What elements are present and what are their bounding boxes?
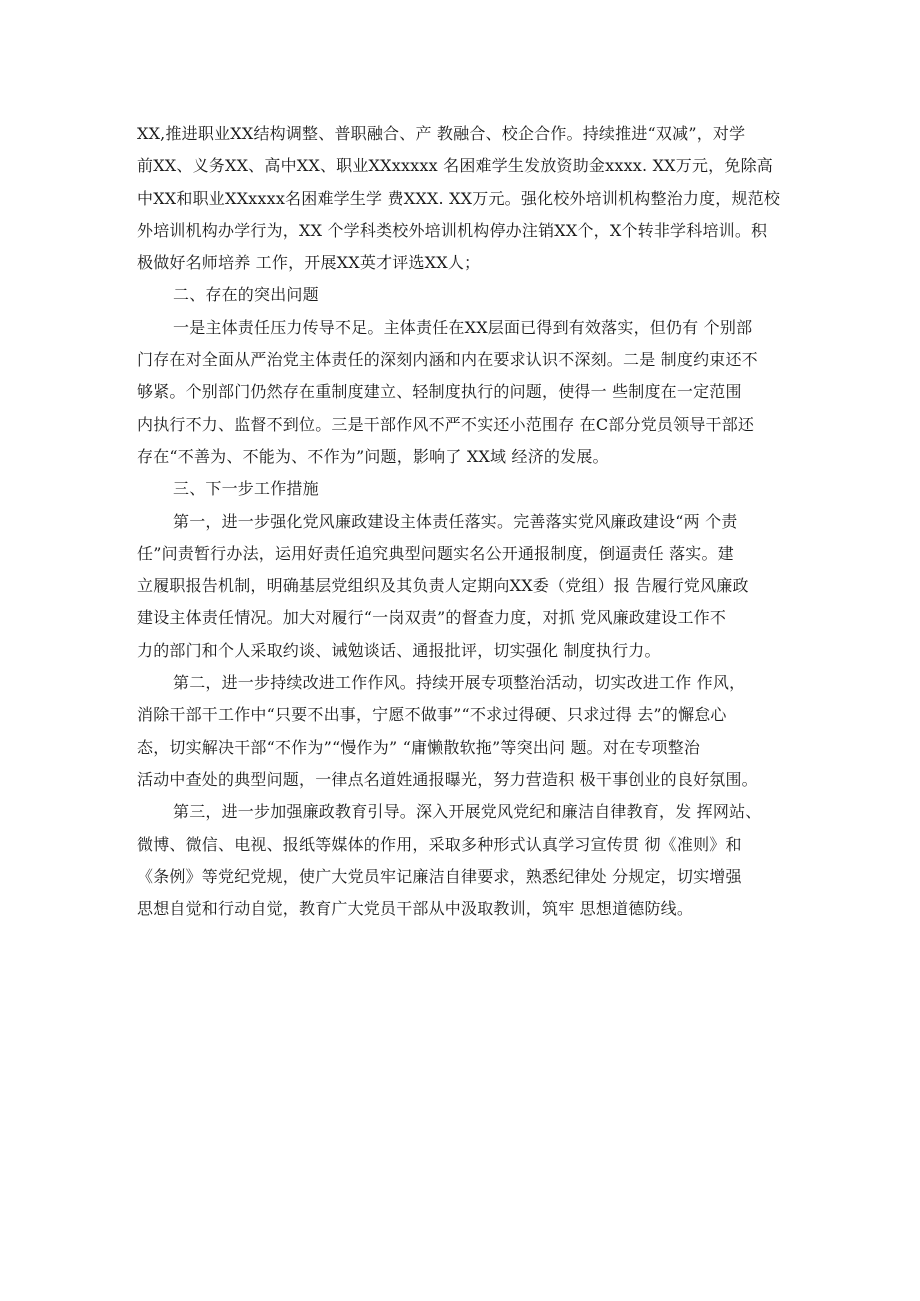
text-line: 活动中查处的典型问题，一律点名道姓通报曝光，努力营造积 极干事创业的良好氛围。 [137, 769, 758, 789]
text-line: 门存在对全面从严治党主体责任的深刻内涵和内在要求认识不深刻。二是 制度约束还不 [137, 350, 758, 370]
text-line: 态，切实解决干部“不作为”“慢作为” “庸懒散软拖”等突出问 题。对在专项整治 [137, 737, 701, 757]
text-line: 够紧。个别部门仍然存在重制度建立、轻制度执行的问题，使得一 些制度在一定范围 [137, 382, 742, 402]
text-line: 外培训机构办学行为，XX 个学科类校外培训机构停办注销XX个，X个转非学科培训。积 [137, 220, 768, 240]
text-line: 内执行不力、监督不到位。三是干部作风不严不实还小范围存 在C部分党员领导干部还 [137, 414, 755, 434]
text-line: 思想自觉和行动自觉，教育广大党员干部从中汲取教训，筑牢 思想道德防线。 [137, 899, 694, 919]
paragraph-first-line: 一是主体责任压力传导不足。主体责任在XX层面已得到有效落实，但仍有 个别部 [173, 317, 753, 337]
text-line: 前XX、义务XX、高中XX、职业XXxxxxx 名困难学生发放资助金xxxx. XX万元，免除高 [137, 156, 773, 176]
text-line: 力的部门和个人采取约谈、诫勉谈话、通报批评，切实强化 制度执行力。 [137, 640, 661, 660]
text-line: 中XX和职业XXxxxx名困难学生学 费XXX. XX万元。强化校外培训机构整治力度，规范校 [137, 188, 781, 208]
paragraph-first-line: 第一，进一步强化党风廉政建设主体责任落实。完善落实党风廉政建设“两 个责 [173, 511, 738, 531]
text-line: 《条例》等党纪党规，使广大党员牢记廉洁自律要求，熟悉纪律处 分规定，切实增强 [137, 866, 742, 886]
text-line: 极做好名师培养 工作，开展XX英才评选XX人； [137, 253, 481, 273]
text-line: 任”问责暂行办法，运用好责任追究典型问题实名公开通报制度，倒逼责任 落实。建 [137, 543, 734, 563]
text-line: 微博、微信、电视、报纸等媒体的作用，采取多种形式认真学习宣传贯 彻《准则》和 [137, 834, 742, 854]
text-line: 立履职报告机制，明确基层党组织及其负责人定期向XX委（党组）报 告履行党风廉政 [137, 576, 749, 596]
paragraph-first-line: 三、下一步工作措施 [173, 479, 319, 499]
paragraph-first-line: 第三，进一步加强廉政教育引导。深入开展党风党纪和廉洁自律教育，发 挥网站、 [173, 802, 762, 822]
text-line: 消除干部干工作中“只要不出事，宁愿不做事”“不求过得硬、只求过得 去”的懈怠心 [137, 705, 727, 725]
paragraph-first-line: 二、存在的突出问题 [173, 285, 319, 305]
text-line: 存在“不善为、不能为、不作为”问题，影响了 XX域 经济的发展。 [137, 446, 609, 466]
text-line: 建设主体责任情况。加大对履行“一岗双责”的督查力度，对抓 党风廉政建设工作不 [137, 608, 727, 628]
document-body [137, 118, 789, 925]
text-line: XX,推进职业XX结构调整、普职融合、产 教融合、校企合作。持续推进“双减”，对学 [137, 124, 746, 143]
paragraph-first-line: 第二，进一步持续改进工作作风。持续开展专项整治活动，切实改进工作 作风， [173, 673, 746, 693]
